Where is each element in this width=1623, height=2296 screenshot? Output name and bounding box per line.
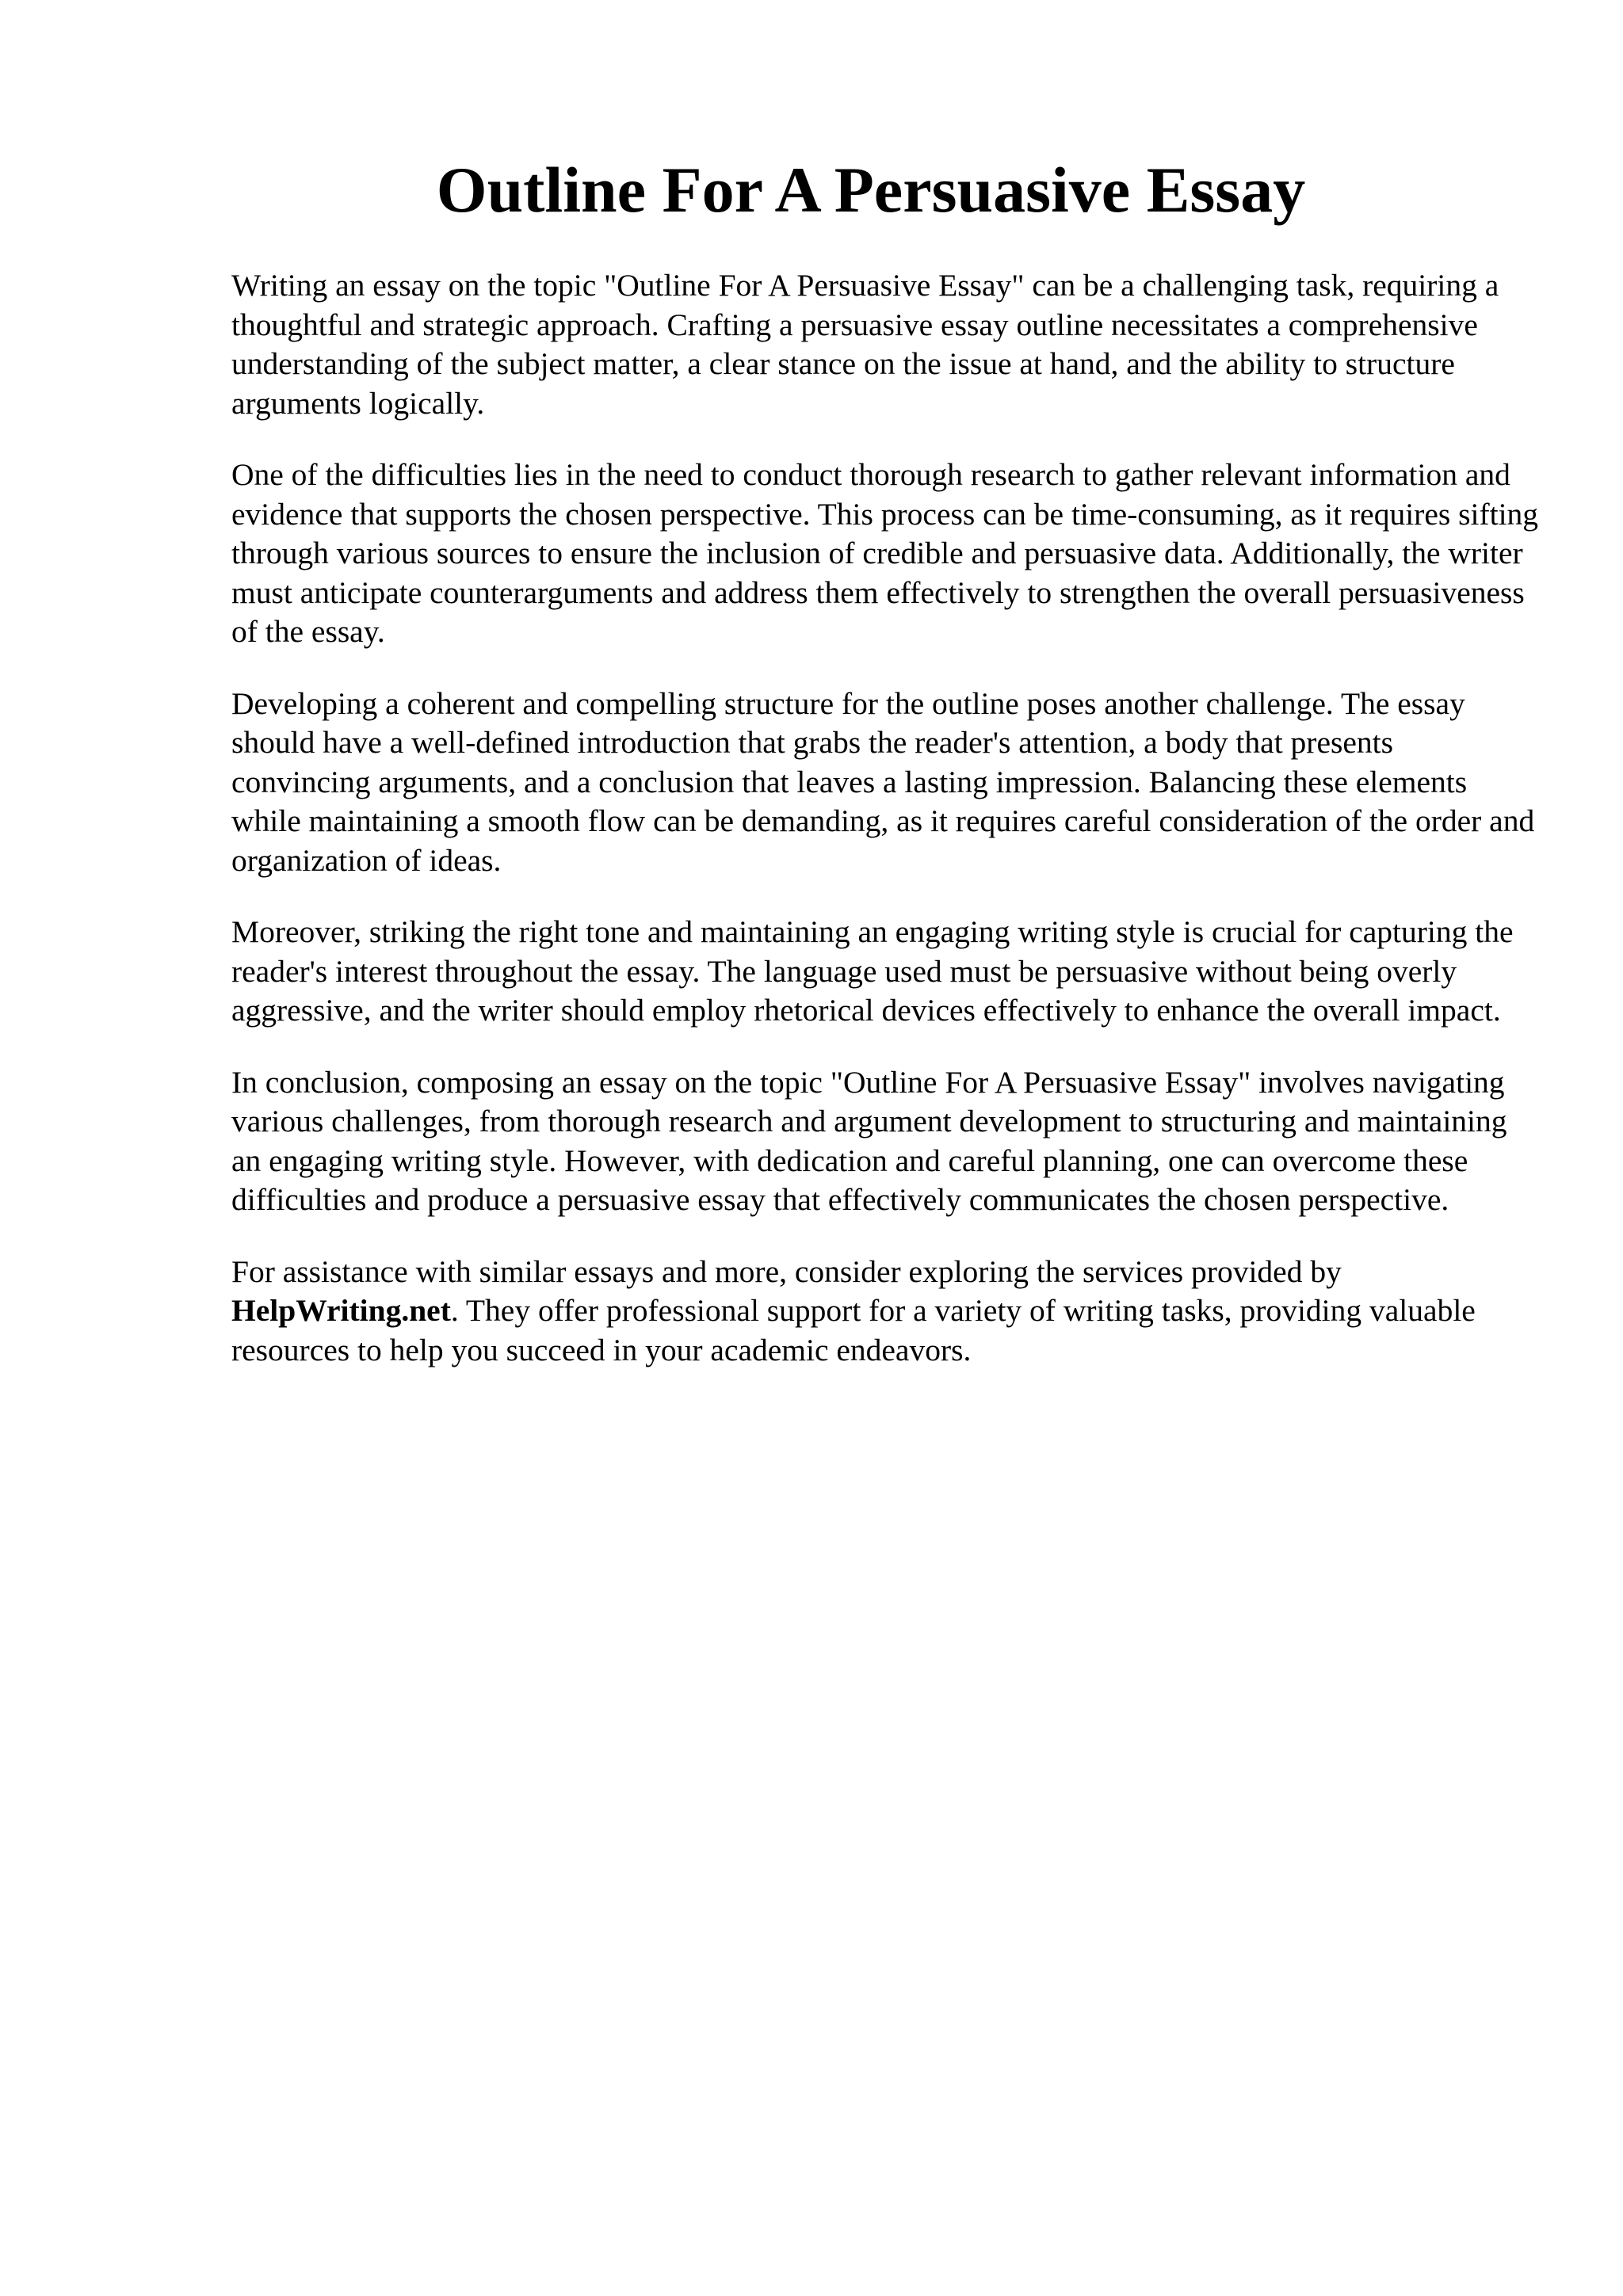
essay-body xyxy=(231,266,1539,1402)
paragraph-intro: Writing an essay on the topic "Outline For A Persuasive Essay" can be a challenging task, requiring a thoughtful and strategic approach. Crafting a persuasive essay outline necessitates a comprehensive understanding of the subject matter, a clear stance on the issue at hand, and the ability to structure arguments logically. xyxy=(231,268,1499,421)
paragraph-closing xyxy=(231,1253,1539,1371)
paragraph-tone: Moreover, striking the right tone and maintaining an engaging writing style is crucial for capturing the reader's interest throughout the essay. The language used must be persuasive without being overly aggressive, and the writer should employ rhetorical devices effectively to enhance the overall impact. xyxy=(231,914,1514,1028)
brand-name: HelpWriting.net xyxy=(231,1293,451,1328)
paragraph-conclusion: In conclusion, composing an essay on the topic "Outline For A Persuasive Essay" involves navigating various challenges, from thorough research and argument development to structuring and maintaining an engaging writing style. However, with dedication and careful planning, one can overcome these difficulties and produce a persuasive essay that effectively communicates the chosen perspective. xyxy=(231,1064,1507,1217)
closing-text-before: For assistance with similar essays and more, consider exploring the services provided by xyxy=(231,1253,1342,1289)
closing-text-after: . They offer professional support for a variety of writing tasks, providing valuable resources to help you succeed in your academic endeavors. xyxy=(231,1293,1476,1367)
page-title: Outline For A Persuasive Essay xyxy=(436,154,1306,226)
paragraph-structure: Developing a coherent and compelling structure for the outline poses another challenge. The essay should have a well-defined introduction that grabs the reader's attention, a body that presents convincing arguments, and a conclusion that leaves a lasting impression. Balancing these elements while maintaining a smooth flow can be demanding, as it requires careful consideration of the order and organization of ideas. xyxy=(231,685,1535,878)
paragraph-research: One of the difficulties lies in the need to conduct thorough research to gather relevant information and evidence that supports the chosen perspective. This process can be time-consuming, as it requires sifting through various sources to ensure the inclusion of credible and persuasive data. Additionally, the writer must anticipate counterarguments and address them effectively to strengthen the overall persuasiveness of the essay. xyxy=(231,457,1539,649)
